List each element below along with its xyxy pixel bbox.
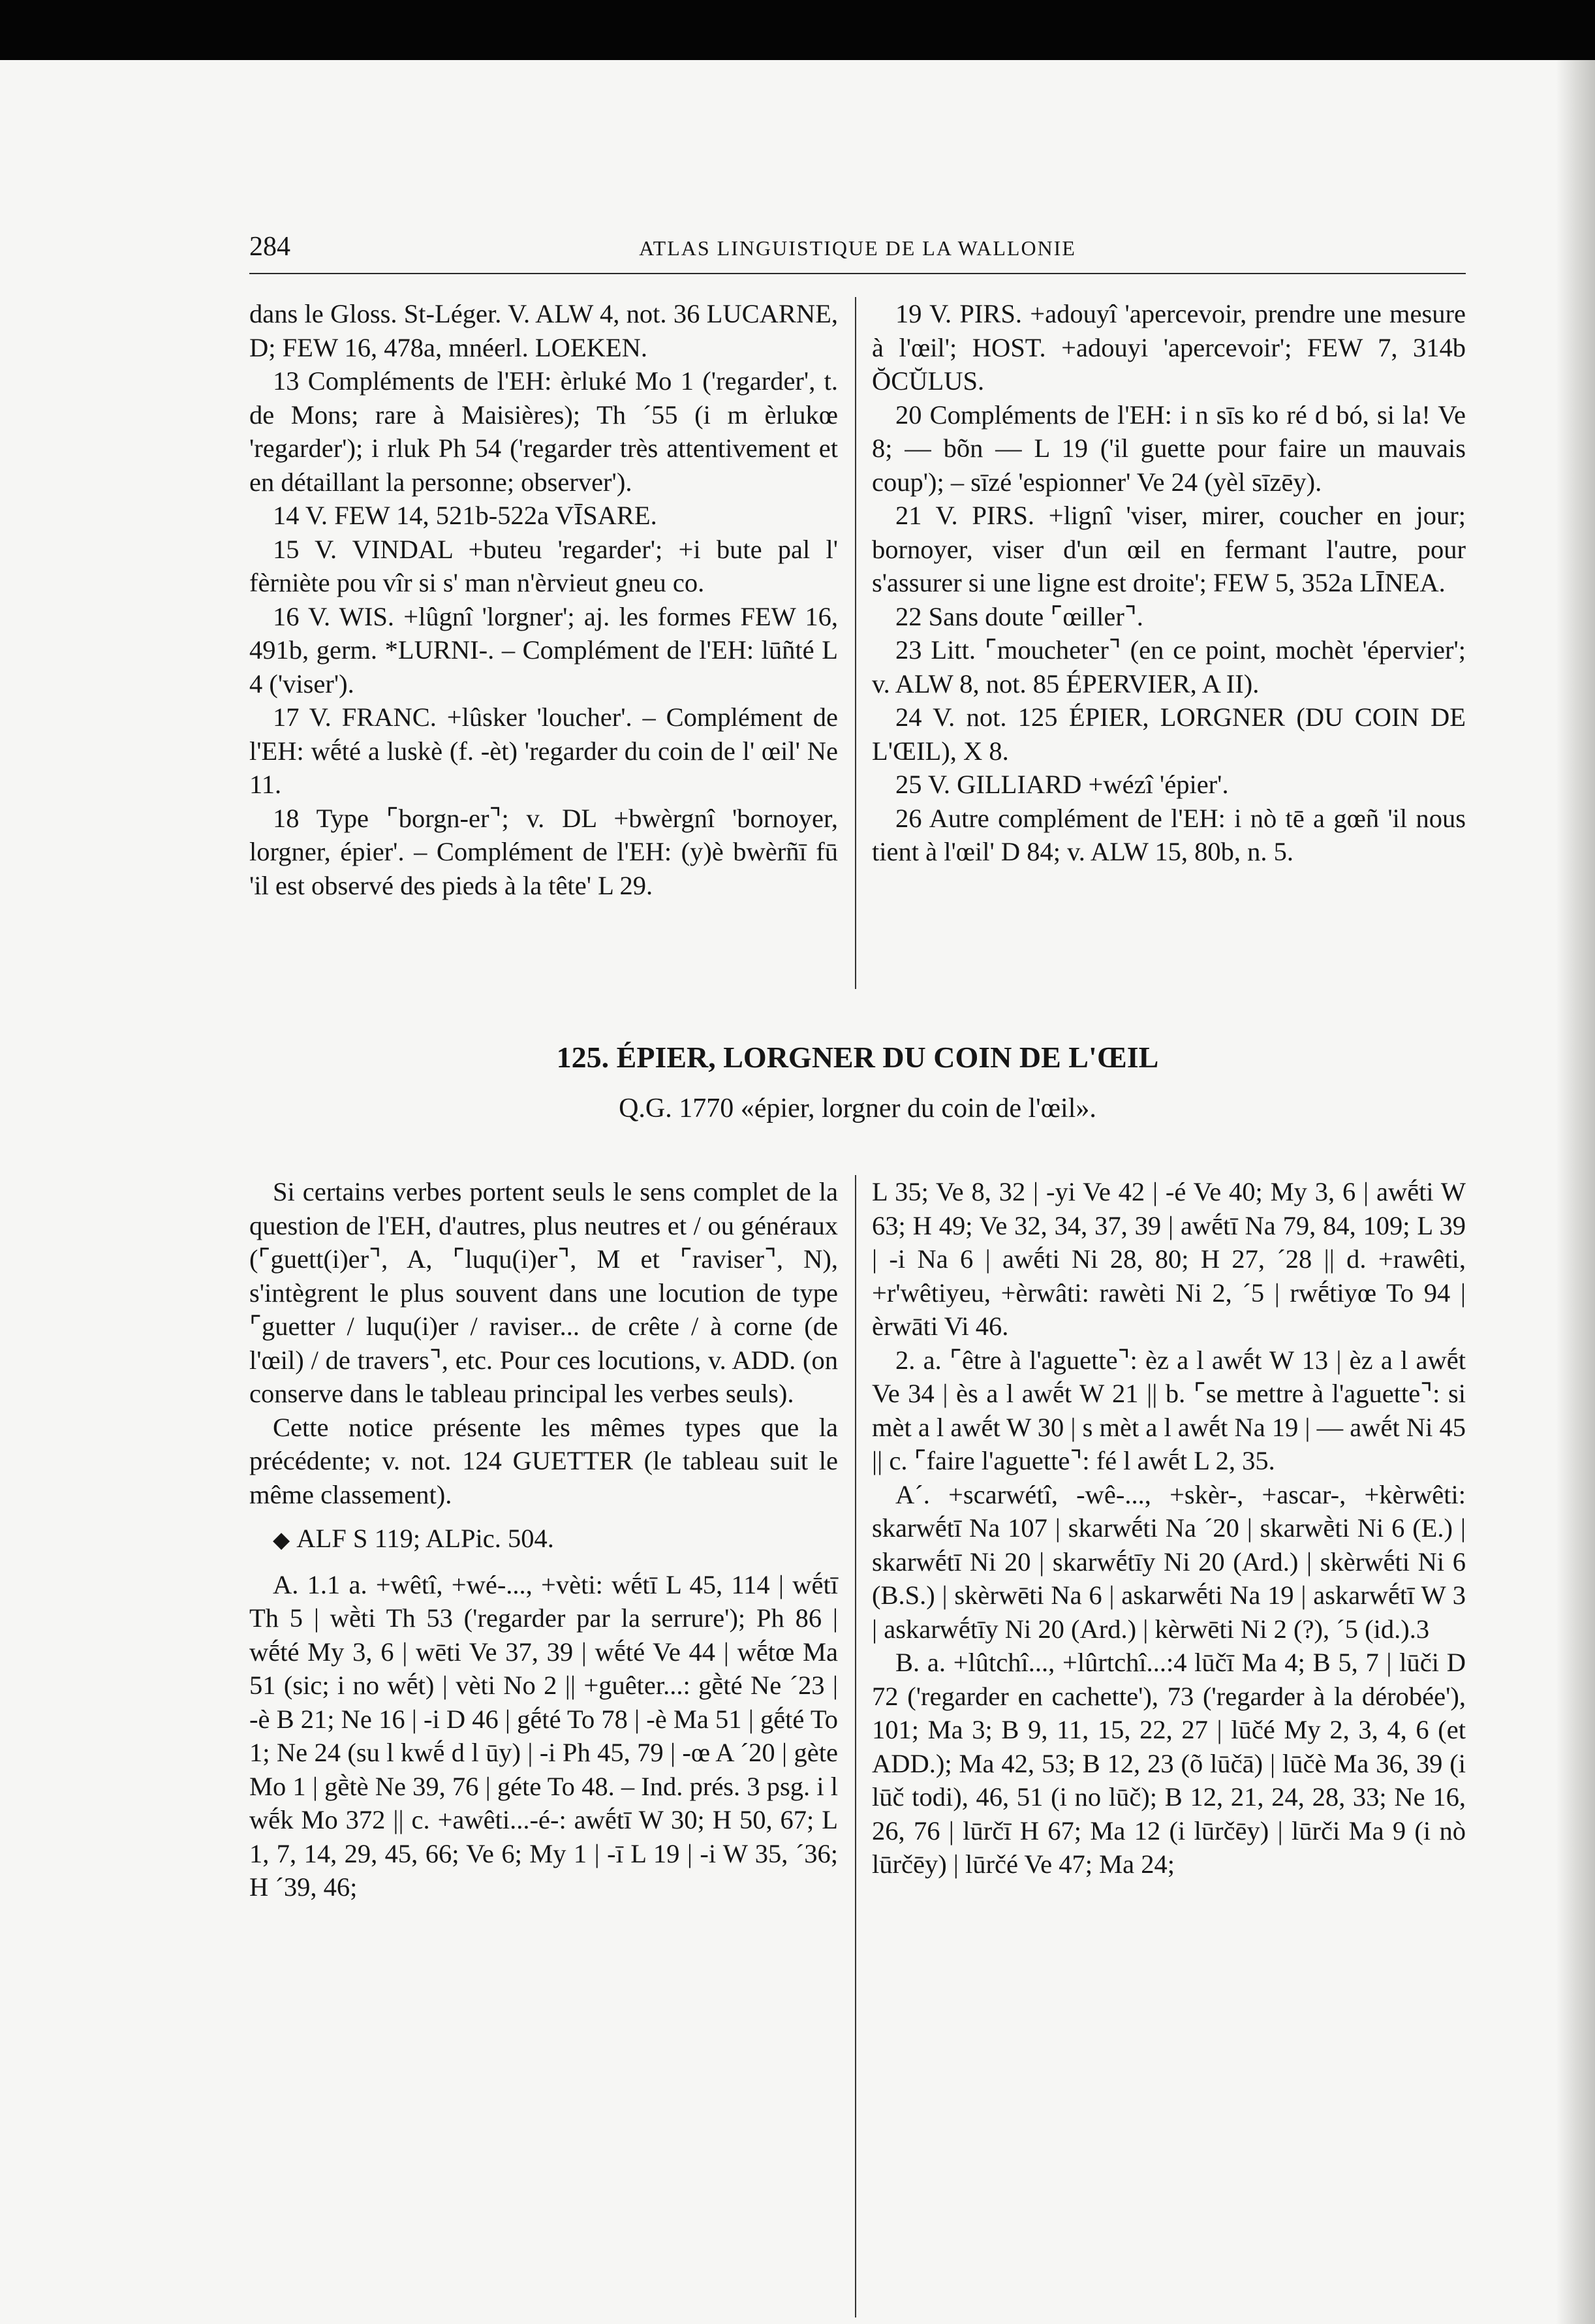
note-18: 18 Type ⌜borgn-er⌝; v. DL +bwèrgnî 'bornoyer, lorgner, épier'. – Complément de l'EH: (y)è bwèrñī fū 'il est observé des pieds à la tête' L 29.: [249, 803, 838, 900]
note-15: 15 V. VINDAL +buteu 'regarder'; +i bute pal l' fèrniète pou vîr si s' man n'èrvieut gneu co.: [249, 534, 838, 597]
body-paragraph: 2. a. ⌜être à l'aguette⌝: èz a l awḗt W 13 | èz a l awḗt Ve 34 | ès a l awḗt W 21 || b. ⌜se mettre à l'aguette⌝: si mèt a l awḗt W 30 | s mèt a l awḗt Na 19 | — awḗt Ni 45 || c. ⌜faire l'aguette⌝: fé l awḗt L 2, 35.: [872, 1345, 1466, 1475]
diamond-icon: ◆: [273, 1528, 290, 1552]
note-17: 17 V. FRANC. +lûsker 'loucher'. – Complément de l'EH: wḗté a luskè (f. -èt) 'regarder du coin de l' œil' Ne 11.: [249, 702, 838, 799]
column-divider: [855, 1175, 856, 2317]
note-14: 14 V. FEW 14, 521b-522a VĪSARE.: [273, 501, 657, 530]
notes-left-column: [249, 297, 838, 902]
body-paragraph: Cette notice présente les mêmes types que la précédente; v. not. 124 GUETTER (le tableau suit le même classement).: [249, 1412, 838, 1509]
note-24: 24 V. not. 125 ÉPIER, LORGNER (DU COIN DE L'ŒIL), X 8.: [872, 702, 1466, 766]
note-25: 25 V. GILLIARD +wézî 'épier'.: [895, 770, 1229, 799]
note-16: 16 V. WIS. +lûgnî 'lorgner'; aj. les formes FEW 16, 491b, germ. *LURNI-. – Complément de l'EH: lūñté L 4 ('viser').: [249, 601, 838, 699]
body-paragraph: Si certains verbes portent seuls le sens complet de la question de l'EH, d'autres, plus neutres et / ou généraux (⌜guett(i)er⌝, A, ⌜luqu(i)er⌝, M et ⌜raviser⌝, N), s'intègrent le plus souvent dans une locution de type ⌜guetter / luqu(i)er / raviser... de crête / à corne (de l'œil) / de travers⌝, etc. Pour ces locutions, v. ADD. (on conserve dans le tableau principal les verbes seuls).: [249, 1177, 838, 1408]
page-header: [249, 227, 1466, 273]
body-right-column: [872, 1175, 1466, 1881]
body-paragraph: B. a. +lûtchî..., +lûrtchî...:4 lūčī Ma 4; B 5, 7 | lūči D 72 ('regarder en cachette'), 73 ('regarder à la dérobée'), 101; Ma 3; B 9, 11, 15, 22, 27 | lūčé My 2, 3, 4, 6 (et ADD.); Ma 42, 53; B 12, 23 (õ lūčā) | lūčè Ma 36, 39 (i lūč todi), 46, 51 (i no lūč); B 12, 21, 24, 28, 33; Ne 16, 26, 76 | lūrčī H 67; Ma 12 (i lūrčēy) | lūrči Ma 9 (i nò lūrčēy) | lūrčé Ve 47; Ma 24;: [872, 1648, 1466, 1879]
header-rule: [249, 273, 1466, 274]
note-23: 23 Litt. ⌜moucheter⌝ (en ce point, mochèt 'épervier'; v. ALW 8, not. 85 ÉPERVIER, A II).: [872, 635, 1466, 699]
running-title: ATLAS LINGUISTIQUE DE LA WALLONIE: [639, 236, 1076, 260]
references-line: [249, 1522, 838, 1558]
note-26: 26 Autre complément de l'EH: i nò tē a gœñ 'il nous tient à l'œil' D 84; v. ALW 15, 80b, n. 5.: [872, 803, 1466, 866]
body-paragraph: A´. +scarwétî, -wê-..., +skèr-, +ascar-, +kèrwêti: skarwḗtī Na 107 | skarwḗti Na ´20 | skarwḕti Ni 6 (E.) | skarwḗtī Ni 20 | skarwḗtīy Ni 20 (Ard.) | skèrwḗti Ni 6 (B.S.) | skèrwēti Na 6 | askarwḗti Na 19 | askarwḗtī W 3 | askarwḗtīy Ni 20 (Ard.) | kèrwēti Ni 2 (?), ´5 (id.).3: [872, 1479, 1466, 1644]
note-22: 22 Sans doute ⌜œiller⌝.: [895, 601, 1143, 631]
section-question: Q.G. 1770 «épier, lorgner du coin de l'œil».: [619, 1093, 1096, 1123]
body-left-column: [249, 1175, 838, 1904]
note-20: 20 Compléments de l'EH: i n sīs ko ré d bó, si la! Ve 8; — bõn — L 19 ('il guette pour faire un mauvais coup'); – sīzé 'espionner' Ve 24 (yèl sīzēy).: [872, 400, 1466, 497]
column-divider: [855, 297, 856, 989]
notes-right-column: [872, 297, 1466, 869]
top-border: [0, 0, 1595, 60]
note-13: 13 Compléments de l'EH: èrluké Mo 1 ('regarder', t. de Mons; rare à Maisières); Th ´55 (i m èrlukœ 'regarder'); i rluk Ph 54 ('regarder très attentivement et en détaillant la personne; observer').: [249, 366, 838, 497]
body-paragraph: A. 1.1 a. +wêtî, +wé-..., +vèti: wḗtī L 45, 114 | wḗtī Th 5 | wḕti Th 53 ('regarder par la serrure'); Ph 86 | wḗté My 3, 6 | wēti Ve 37, 39 | wḗté Ve 44 | wḗtœ Ma 51 (sic; i no wḗt) | vèti No 2 || +guêter...: gḕté Ne ´23 | -è B 21; Ne 16 | -i D 46 | gḗté To 78 | -è Ma 51 | gḗté To 1; Ne 24 (su l kwḗ d l ūy) | -i Ph 45, 79 | -œ A ´20 | gète Mo 1 | gḕtè Ne 39, 76 | géte To 48. – Ind. prés. 3 psg. i l wḗk Mo 372 || c. +awêti...-é-: awḗtī W 30; H 50, 67; L 1, 7, 14, 29, 45, 66; Ve 6; My 1 | -ī L 19 | -i W 35, ´36; H ´39, 46;: [249, 1569, 838, 1902]
page-edge-shadow: [1556, 60, 1595, 2324]
references-text: ALF S 119; ALPic. 504.: [296, 1524, 554, 1553]
body-paragraph: L 35; Ve 8, 32 | -yi Ve 42 | -é Ve 40; My 3, 6 | awḗti W 63; H 49; Ve 32, 34, 37, 39 | awḗtī Na 79, 84, 109; L 39 | -i Na 6 | awḗti Ni 28, 80; H 27, ´28 || d. +rawêti, +r'wêtiyeu, +èrwâti: rawèti Ni 2, ´5 | rwḗtiyœ To 94 | èrwāti Vi 46.: [872, 1177, 1466, 1341]
page-number: 284: [249, 232, 290, 262]
note-21: 21 V. PIRS. +lignî 'viser, mirer, coucher en jour; bornoyer, viser d'un œil en fermant l'autre, pour s'assurer si une ligne est droite'; FEW 5, 352a LĪNEA.: [872, 501, 1466, 597]
section-title: 125. ÉPIER, LORGNER DU COIN DE L'ŒIL: [556, 1041, 1159, 1074]
note-19: 19 V. PIRS. +adouyî 'apercevoir, prendre une mesure à l'œil'; HOST. +adouyi 'apercevoir'; FEW 7, 314b ŎCŬLUS.: [872, 299, 1466, 396]
note-paragraph: dans le Gloss. St-Léger. V. ALW 4, not. 36 LUCARNE, D; FEW 16, 478a, mnéerl. LOEKEN.: [249, 299, 838, 362]
